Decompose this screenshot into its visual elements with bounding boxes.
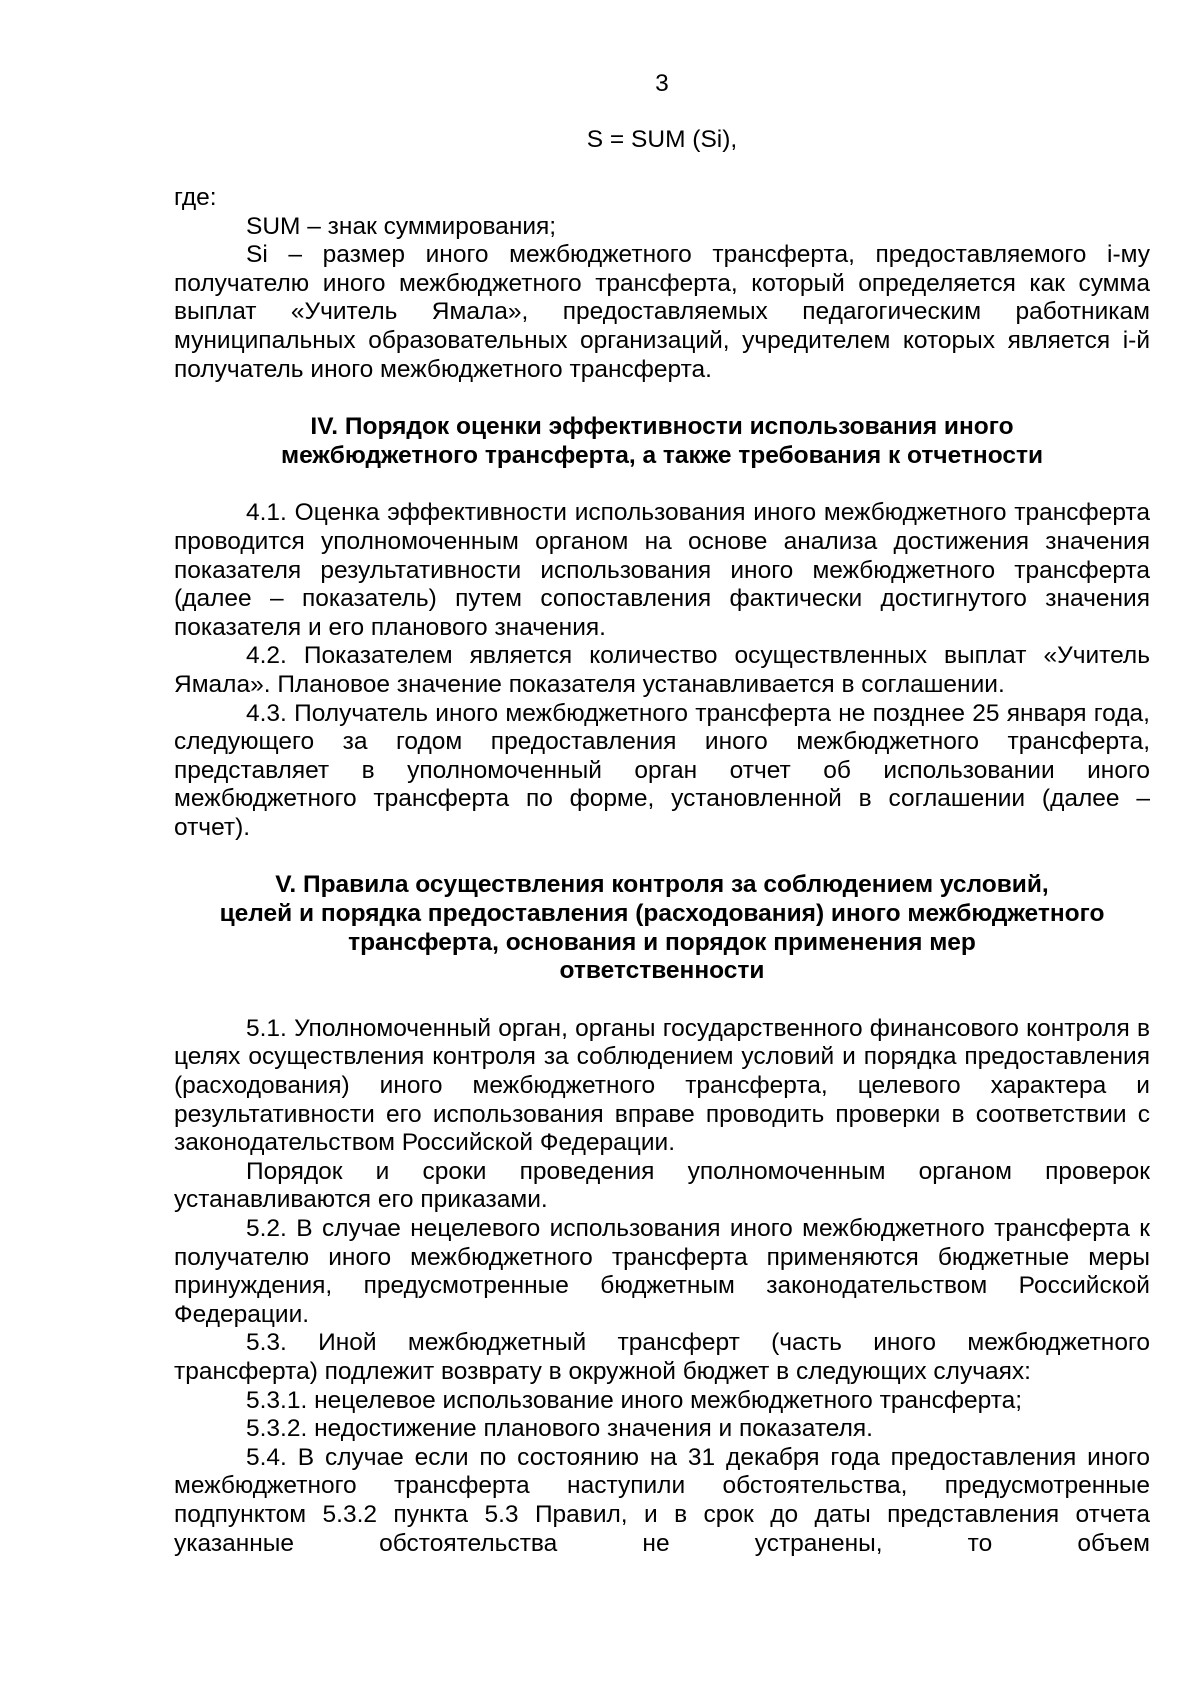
section-5-body: [174, 1015, 1150, 1558]
paragraph-5-1-inspections: Порядок и сроки проведения уполномоченным органом проверок устанавливаются его приказами.: [174, 1157, 1150, 1214]
section-4-heading-line-2: межбюджетного трансферта, а также требования к отчетности: [280, 441, 1044, 469]
document-body: [174, 184, 1150, 1558]
section-5-heading: [174, 871, 1150, 985]
section-4-heading: [174, 413, 1150, 470]
section-5-heading-line-4: ответственности: [559, 957, 765, 985]
paragraph-4-1: 4.1. Оценка эффективности использования иного межбюджетного трансферта проводится уполномоченным органом на основе анализа достижения значения показателя результативности использования иного межбюджетного трансферта (далее – показатель) путем сопоставления фактически достигнутого значения показателя и его планового значения.: [174, 499, 1150, 641]
page-number: 3: [655, 70, 669, 97]
paragraph-5-2: 5.2. В случае нецелевого использования иного межбюджетного трансферта к получателю иного межбюджетного трансферта применяются бюджетные меры принуждения, предусмотренные бюджетным законодательством Российской Федерации.: [174, 1215, 1150, 1328]
paragraph-4-3: 4.3. Получатель иного межбюджетного трансферта не позднее 25 января года, следующего за годом предоставления иного межбюджетного трансферта, представляет в уполномоченный орган отчет об использовании иного межбюджетного трансферта по форме, установленной в соглашении (далее – отчет).: [174, 699, 1150, 841]
section-5-heading-line-2: целей и порядка предоставления (расходования) иного межбюджетного: [219, 900, 1105, 928]
section-4-body: [174, 499, 1150, 842]
paragraph-5-4: 5.4. В случае если по состоянию на 31 декабря года предоставления иного межбюджетного трансферта наступили обстоятельства, предусмотренные подпунктом 5.3.2 пункта 5.3 Правил, и в срок до даты представления отчета указанные обстоятельства не устранены, то объем: [174, 1443, 1150, 1557]
section-5-heading-line-1: V. Правила осуществления контроля за соблюдением условий,: [275, 871, 1049, 899]
section-4-heading-line-1: IV. Порядок оценки эффективности использования иного: [310, 413, 1014, 441]
paragraph-5-3-1: 5.3.1. нецелевое использование иного межбюджетного трансферта;: [246, 1386, 1023, 1414]
formula: S = SUM (Si),: [586, 126, 738, 153]
where-label: где:: [174, 184, 217, 211]
definition-sum: SUM – знак суммирования;: [246, 212, 557, 240]
paragraph-5-3: 5.3. Иной межбюджетный трансферт (часть иного межбюджетного трансферта) подлежит возврату в окружной бюджет в следующих случаях:: [174, 1329, 1150, 1385]
section-5-heading-line-3: трансферта, основания и порядок применения мер: [348, 928, 976, 956]
paragraph-4-2: 4.2. Показателем является количество осуществленных выплат «Учитель Ямала». Плановое значение показателя устанавливается в соглашении.: [174, 642, 1150, 698]
definition-si: Si – размер иного межбюджетного трансферта, предоставляемого i-му получателю иного межбюджетного трансферта, который определяется как сумма выплат «Учитель Ямала», предоставляемых педагогическим работникам муниципальных образовательных организаций, учредителем которых является i-й получатель иного межбюджетного трансферта.: [174, 241, 1150, 383]
paragraph-5-1: 5.1. Уполномоченный орган, органы государственного финансового контроля в целях осуществления контроля за соблюдением условий и порядка предоставления (расходования) иного межбюджетного трансферта, целевого характера и результативности его использования вправе проводить проверки в соответствии с законодательством Российской Федерации.: [174, 1014, 1150, 1157]
paragraph-5-3-2: 5.3.2. недостижение планового значения и показателя.: [246, 1415, 873, 1443]
